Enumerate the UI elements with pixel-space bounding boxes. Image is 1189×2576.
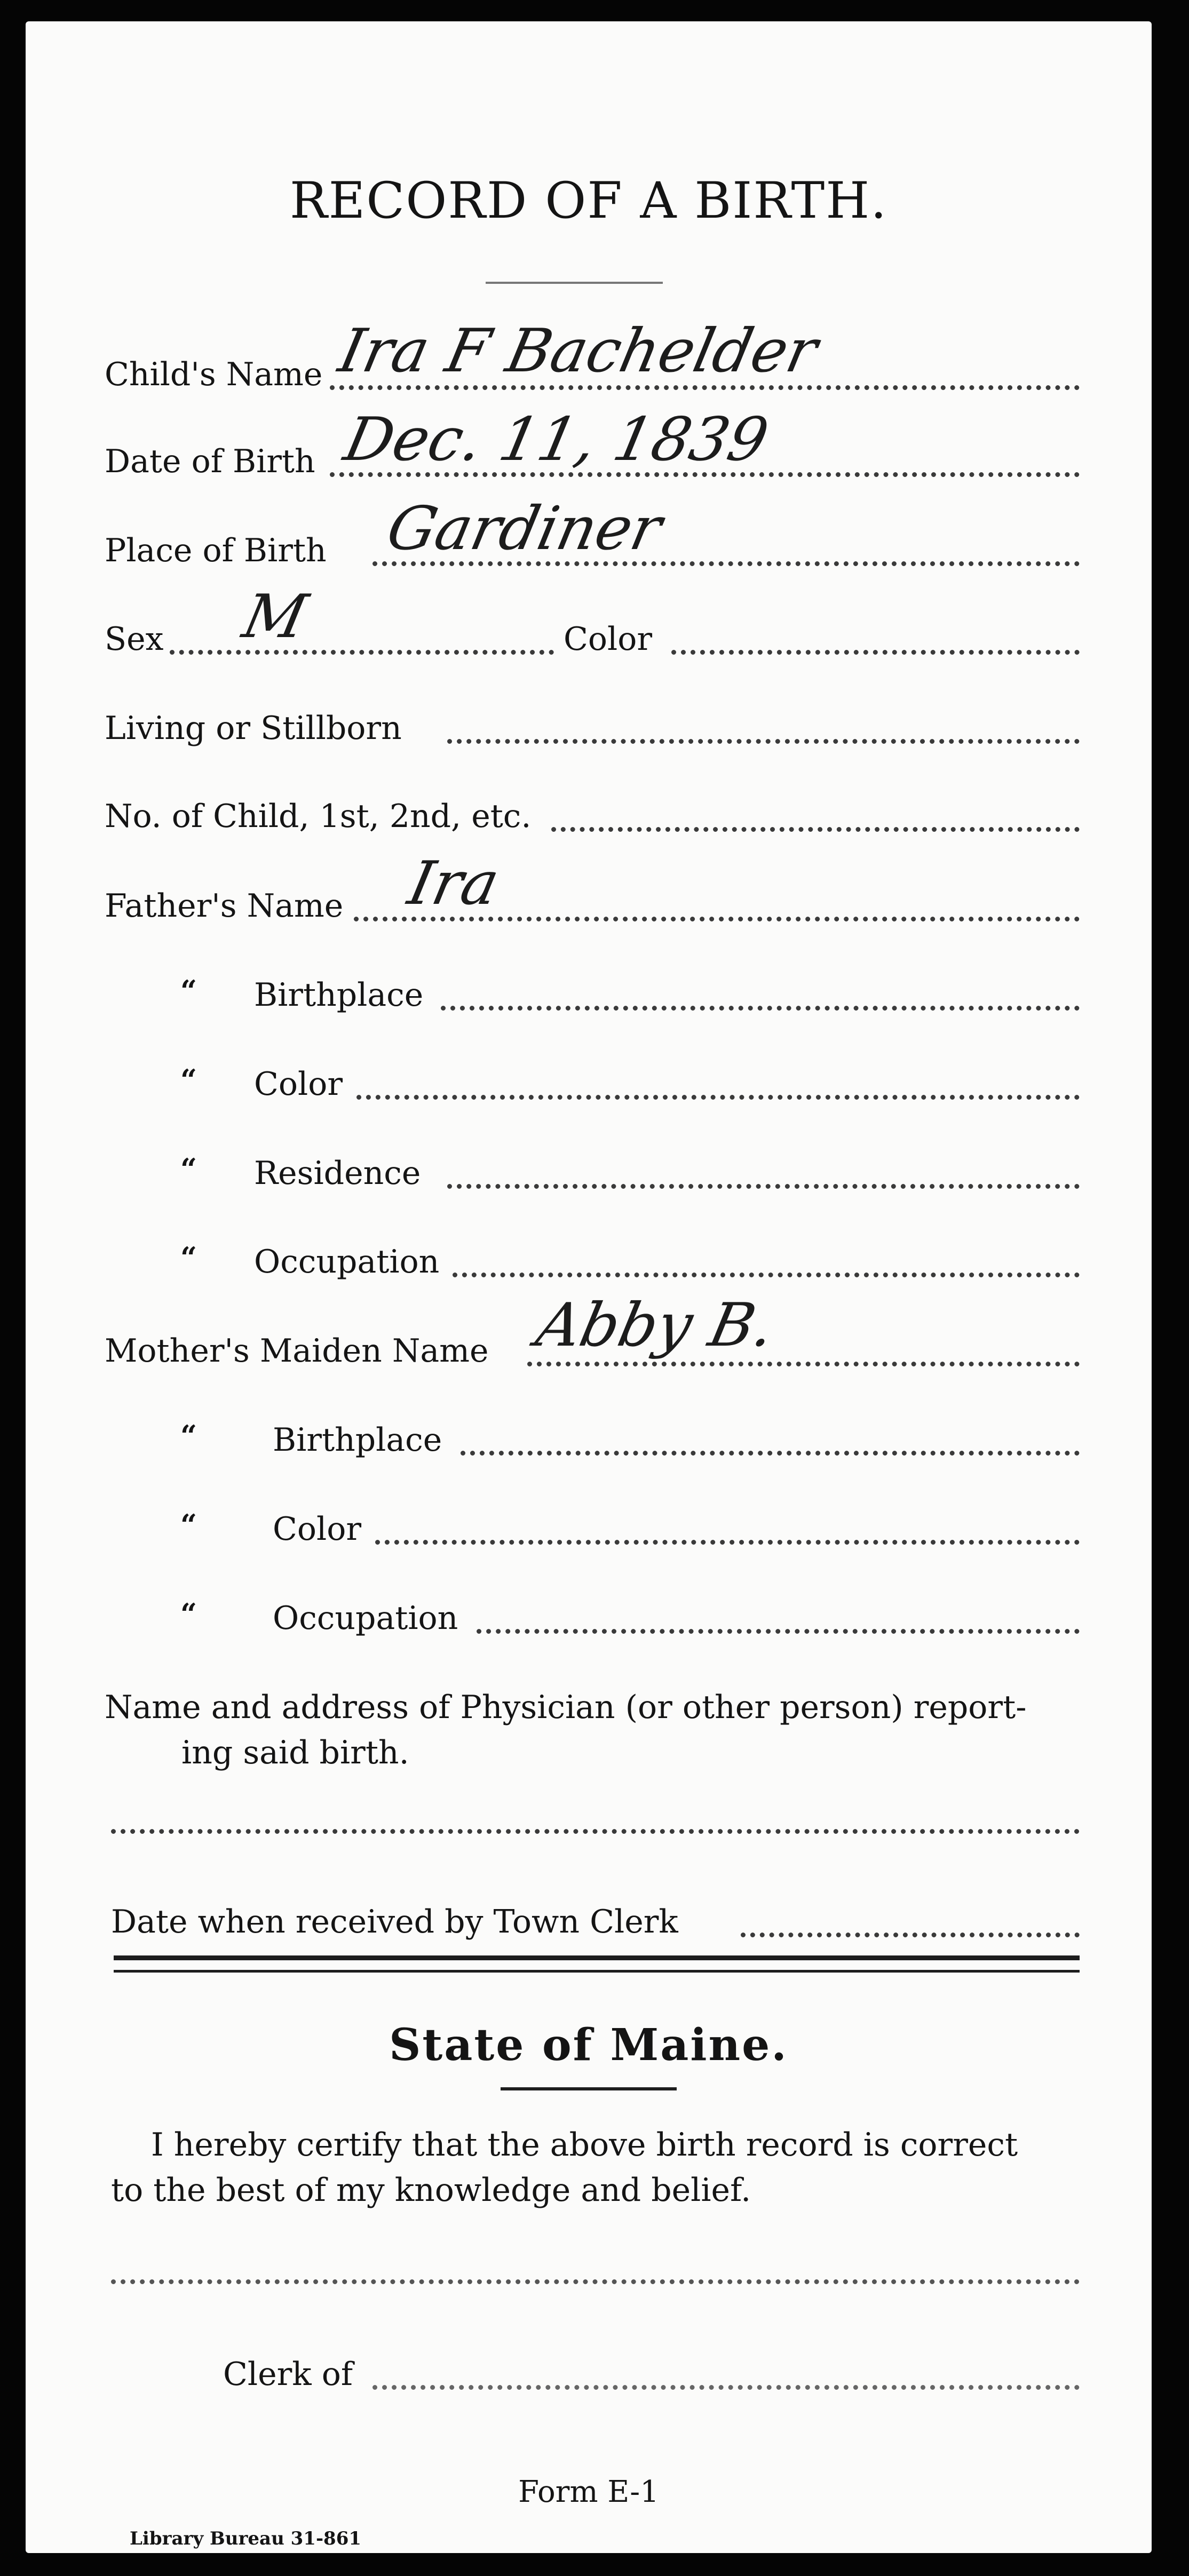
father-birthplace-line	[441, 1006, 1080, 1011]
sex-line	[170, 650, 554, 655]
color-line	[671, 650, 1080, 655]
father-residence-label: Residence	[254, 1155, 421, 1192]
ditto-mark: “	[180, 1241, 197, 1275]
place-of-birth-value: Gardiner	[381, 494, 668, 563]
living-or-stillborn-label: Living or Stillborn	[105, 710, 402, 747]
father-color-line	[356, 1095, 1080, 1100]
father-residence-line	[447, 1184, 1080, 1189]
no-of-child-label: No. of Child, 1st, 2nd, etc.	[105, 798, 532, 835]
clerk-line	[372, 2385, 1080, 2390]
certify-text-line1: I hereby certify that the above birth record is correct	[151, 2126, 1018, 2164]
mothers-maiden-name-label: Mother's Maiden Name	[105, 1332, 489, 1370]
signature-line	[111, 2279, 1080, 2284]
clerk-label: Clerk of	[223, 2356, 353, 2393]
physician-label-line1: Name and address of Physician (or other person) report-	[105, 1689, 1027, 1726]
ditto-mark: “	[180, 1419, 197, 1453]
mother-color-line	[375, 1540, 1080, 1545]
physician-line	[111, 1829, 1080, 1834]
living-or-stillborn-line	[447, 739, 1080, 744]
divider-rule-top	[114, 1955, 1080, 1960]
sex-label: Sex	[105, 621, 164, 658]
color-label: Color	[564, 621, 653, 658]
ditto-mark: “	[180, 1597, 197, 1631]
divider-rule-bottom	[114, 1970, 1080, 1973]
date-of-birth-label: Date of Birth	[105, 443, 315, 480]
father-color-label: Color	[254, 1066, 343, 1103]
place-of-birth-label: Place of Birth	[105, 532, 327, 569]
state-heading: State of Maine.	[389, 2020, 788, 2071]
date-received-line	[741, 1933, 1080, 1937]
form-id: Form E-1	[518, 2475, 659, 2509]
child-name-line	[330, 385, 1080, 390]
sex-value: M	[237, 582, 313, 651]
physician-label-line2: ing said birth.	[181, 1734, 409, 1771]
child-name-value: Ira F Bachelder	[333, 316, 823, 386]
form-title: RECORD OF A BIRTH.	[289, 172, 888, 230]
mother-birthplace-line	[461, 1451, 1080, 1456]
birth-record-card	[26, 21, 1152, 2553]
ditto-mark: “	[180, 974, 197, 1008]
mother-occupation-line	[477, 1629, 1080, 1634]
mother-color-label: Color	[273, 1510, 362, 1548]
date-of-birth-value: Dec. 11, 1839	[338, 405, 774, 474]
no-of-child-line	[551, 827, 1080, 832]
ditto-mark: “	[180, 1508, 197, 1542]
ditto-mark: “	[180, 1152, 197, 1186]
mothers-maiden-name-value: Abby B.	[530, 1291, 781, 1360]
state-heading-underline	[501, 2087, 677, 2090]
father-birthplace-label: Birthplace	[254, 976, 424, 1014]
father-occupation-line	[453, 1273, 1080, 1277]
mothers-maiden-name-line	[527, 1362, 1080, 1366]
fathers-name-value: Ira	[402, 849, 505, 918]
certify-text-line2: to the best of my knowledge and belief.	[111, 2172, 751, 2209]
date-received-label: Date when received by Town Clerk	[111, 1903, 678, 1941]
title-underline	[486, 282, 663, 284]
father-occupation-label: Occupation	[254, 1243, 440, 1281]
printer-mark: Library Bureau 31-861	[130, 2528, 362, 2549]
mother-birthplace-label: Birthplace	[273, 1421, 442, 1459]
mother-occupation-label: Occupation	[273, 1600, 458, 1637]
ditto-mark: “	[180, 1063, 197, 1097]
child-name-label: Child's Name	[105, 356, 323, 393]
fathers-name-label: Father's Name	[105, 887, 344, 925]
